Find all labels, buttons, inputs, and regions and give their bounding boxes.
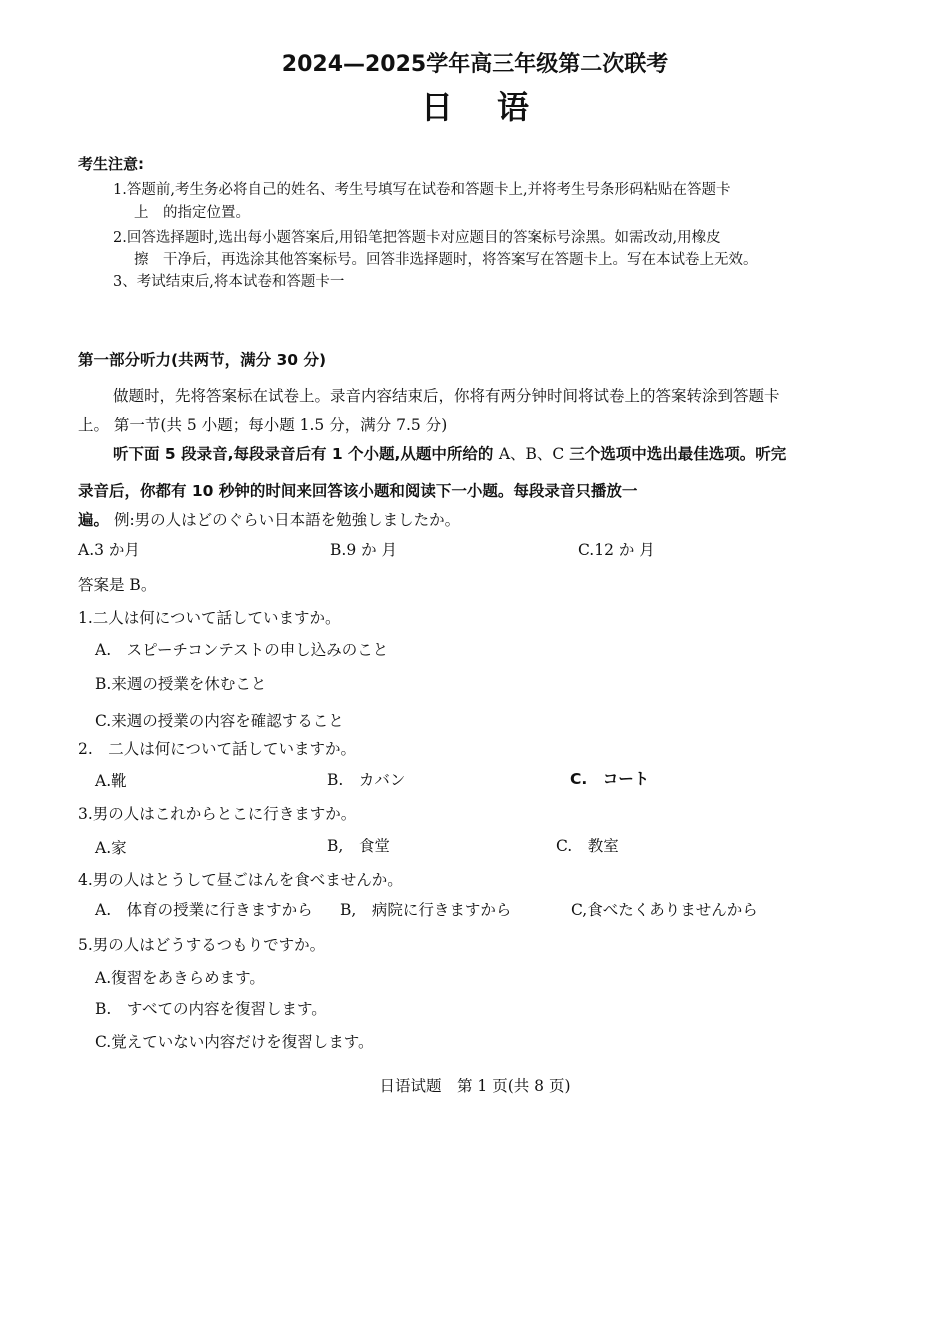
instruction-text-b: A、B、C <box>498 445 570 463</box>
notice-heading: 考生注意: <box>78 155 144 173</box>
question-4-option-b: B, 病院に行きますから <box>340 901 512 919</box>
question-2-option-b: B. カバン <box>327 771 406 789</box>
instruction-line1 <box>113 442 786 464</box>
part1-intro-line2: 上。 第一节(共 5 小题；每小题 1.5 分，满分 7.5 分) <box>78 416 448 434</box>
question-3-option-a: A.家 <box>95 839 127 857</box>
example-question: 例:男の人はどのぐらい日本語を勉強しましたか。 <box>109 511 461 529</box>
instruction-line3 <box>78 508 460 530</box>
question-4-option-a: A. 体育の授業に行きますから <box>95 901 313 919</box>
notice-item-2: 2.回答选择题时,选出每小题答案后,用铅笔把答题卡对应题目的答案标号涂黑。如需改动,用橡皮 <box>113 230 721 246</box>
question-2: 2. 二人は何について話していますか。 <box>78 740 356 758</box>
question-1-option-b: B.来週の授業を休むこと <box>95 675 267 693</box>
question-5-option-b: B. すべての内容を復習します。 <box>95 1000 327 1018</box>
instruction-text-c: 三个选项中选出最佳选项。听完 <box>569 445 787 463</box>
page-footer: 日语试题 第 1 页(共 8 页) <box>379 1077 571 1095</box>
example-answer: 答案是 B。 <box>78 576 157 594</box>
subject-title: 日语 <box>420 88 573 126</box>
question-3-option-b: B, 食堂 <box>327 837 390 855</box>
notice-item-1: 1.答题前,考生务必将自己的姓名、考生号填写在试卷和答题卡上,并将考生号条形码粘贴在答题卡 <box>113 182 731 198</box>
question-2-option-a: A.靴 <box>95 772 127 790</box>
question-3: 3.男の人はこれからとこに行きますか。 <box>78 805 357 823</box>
question-5-option-a: A.復習をあきらめます。 <box>95 969 265 987</box>
question-3-option-c: C. 教室 <box>556 837 619 855</box>
instruction-text-d: 遍。 <box>78 511 110 529</box>
notice-item-3: 3、考试结束后,将本试卷和答题卡一 <box>113 274 345 290</box>
question-1-option-a: A. スピーチコンテストの申し込みのこと <box>95 641 389 659</box>
question-5: 5.男の人はどうするつもりですか。 <box>78 936 326 954</box>
notice-item-1-cont: 上 的指定位置。 <box>134 205 250 221</box>
question-5-option-c: C.覚えていない内容だけを復習します。 <box>95 1033 374 1051</box>
question-2-option-c: C. コート <box>570 770 650 788</box>
exam-title: 2024—2025学年高三年级第二次联考 <box>281 52 669 77</box>
question-4: 4.男の人はとうして昼ごはんを食べませんか。 <box>78 871 403 889</box>
example-option-b: B.9 か 月 <box>330 541 398 559</box>
question-1: 1.二人は何について話していますか。 <box>78 609 341 627</box>
example-option-c: C.12 か 月 <box>578 541 655 559</box>
instruction-line2: 录音后，你都有 10 秒钟的时间来回答该小题和阅读下一小题。每段录音只播放一 <box>78 482 638 500</box>
notice-item-2-cont: 擦 干净后，再选涂其他答案标号。回答非选择题时，将答案写在答题卡上。写在本试卷上无效。 <box>134 252 758 268</box>
part1-heading: 第一部分听力(共两节，满分 30 分) <box>78 351 327 369</box>
instruction-text-a: 听下面 5 段录音,每段录音后有 1 个小题,从题中所给的 <box>113 445 499 463</box>
example-option-a: A.3 か月 <box>78 541 140 559</box>
question-1-option-c: C.来週の授業の内容を確認すること <box>95 712 344 730</box>
question-4-option-c: C,食べたくありませんから <box>571 901 758 919</box>
part1-intro-line1: 做题时，先将答案标在试卷上。录音内容结束后，你将有两分钟时间将试卷上的答案转涂到答题卡 <box>113 387 780 405</box>
